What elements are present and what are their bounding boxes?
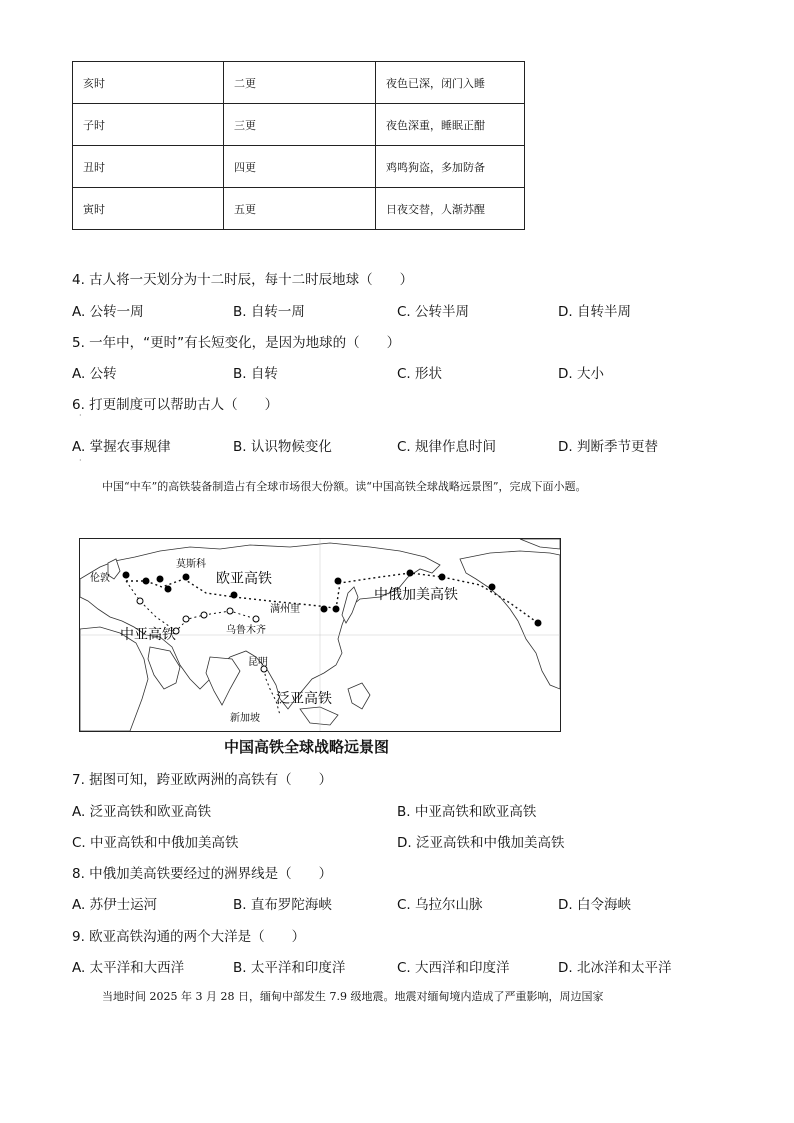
table-row xyxy=(73,104,525,146)
label-euro-asia: 欧亚高铁 xyxy=(216,571,272,587)
option-c[interactable]: C. 大西洋和印度洋 xyxy=(397,960,510,976)
option-c[interactable]: C. 中亚高铁和中俄加美高铁 xyxy=(72,835,239,851)
scan-mark: · xyxy=(79,456,82,465)
option-c[interactable]: C. 乌拉尔山脉 xyxy=(397,897,483,913)
table-cell: 四更 xyxy=(224,146,376,188)
option-a[interactable]: A. 泛亚高铁和欧亚高铁 xyxy=(72,804,212,820)
label-singapore: 新加坡 xyxy=(230,713,260,724)
scan-mark: · xyxy=(79,411,82,420)
label-moscow: 莫斯科 xyxy=(176,559,206,570)
question-7-stem: 7. 据图可知，跨亚欧两洲的高铁有（ ） xyxy=(72,772,333,788)
option-b[interactable]: B. 自转一周 xyxy=(233,304,305,320)
label-manzhouli: 满州里 xyxy=(270,604,300,615)
table-cell: 亥时 xyxy=(73,62,224,104)
option-d[interactable]: D. 泛亚高铁和中俄加美高铁 xyxy=(397,835,565,851)
option-a[interactable]: A. 公转 xyxy=(72,366,117,382)
table-row xyxy=(73,146,525,188)
question-5-stem: 5. 一年中，“更时”有长短变化，是因为地球的（ ） xyxy=(72,335,401,351)
option-b[interactable]: B. 直布罗陀海峡 xyxy=(233,897,332,913)
table-cell: 夜色已深，闭门入睡 xyxy=(376,62,525,104)
label-kunming: 昆明 xyxy=(248,657,268,668)
question-4-stem: 4. 古人将一天划分为十二时辰，每十二时辰地球（ ） xyxy=(72,272,414,288)
option-a[interactable]: A. 太平洋和大西洋 xyxy=(72,960,185,976)
option-a[interactable]: A. 掌握农事规律 xyxy=(72,439,171,455)
reading-passage: 当地时间 2025 年 3 月 28 日，缅甸中部发生 7.9 级地震。地震对缅甸境内造成了严重影响，周边国家 xyxy=(102,990,604,1003)
option-d[interactable]: D. 判断季节更替 xyxy=(558,439,658,455)
high-speed-rail-map xyxy=(79,538,561,732)
option-d[interactable]: D. 大小 xyxy=(558,366,604,382)
label-london: 伦敦 xyxy=(90,573,110,584)
label-central-asia: 中亚高铁 xyxy=(120,627,176,643)
table-row xyxy=(73,188,525,230)
table-row xyxy=(73,62,525,104)
option-b[interactable]: B. 自转 xyxy=(233,366,278,382)
option-b[interactable]: B. 太平洋和印度洋 xyxy=(233,960,346,976)
table-cell: 三更 xyxy=(224,104,376,146)
table-cell: 日夜交替，人渐苏醒 xyxy=(376,188,525,230)
geng-time-table xyxy=(72,61,525,230)
label-cn-ru-ca-us: 中俄加美高铁 xyxy=(374,587,458,603)
question-6-stem: 6. 打更制度可以帮助古人（ ） xyxy=(72,397,279,413)
option-a[interactable]: A. 苏伊士运河 xyxy=(72,897,158,913)
option-c[interactable]: C. 形状 xyxy=(397,366,443,382)
label-pan-asia: 泛亚高铁 xyxy=(276,691,332,707)
option-d[interactable]: D. 白令海峡 xyxy=(558,897,631,913)
option-d[interactable]: D. 北冰洋和太平洋 xyxy=(558,960,672,976)
option-b[interactable]: B. 中亚高铁和欧亚高铁 xyxy=(397,804,537,820)
table-cell: 二更 xyxy=(224,62,376,104)
question-8-stem: 8. 中俄加美高铁要经过的洲界线是（ ） xyxy=(72,866,333,882)
reading-passage: 中国“中车”的高铁装备制造占有全球市场很大份额。读“中国高铁全球战略远景图”，完成下面小题。 xyxy=(102,480,587,493)
option-c[interactable]: C. 公转半周 xyxy=(397,304,470,320)
label-urumqi: 乌鲁木齐 xyxy=(226,625,266,636)
option-a[interactable]: A. 公转一周 xyxy=(72,304,144,320)
table-cell: 丑时 xyxy=(73,146,224,188)
option-d[interactable]: D. 自转半周 xyxy=(558,304,631,320)
world-map-svg xyxy=(80,539,560,731)
question-9-stem: 9. 欧亚高铁沟通的两个大洋是（ ） xyxy=(72,929,306,945)
table-cell: 子时 xyxy=(73,104,224,146)
table-cell: 寅时 xyxy=(73,188,224,230)
option-c[interactable]: C. 规律作息时间 xyxy=(397,439,497,455)
table-cell: 夜色深重，睡眠正酣 xyxy=(376,104,525,146)
map-title: 中国高铁全球战略远景图 xyxy=(224,738,390,756)
table-cell: 五更 xyxy=(224,188,376,230)
table-cell: 鸡鸣狗盗，多加防备 xyxy=(376,146,525,188)
option-b[interactable]: B. 认识物候变化 xyxy=(233,439,332,455)
